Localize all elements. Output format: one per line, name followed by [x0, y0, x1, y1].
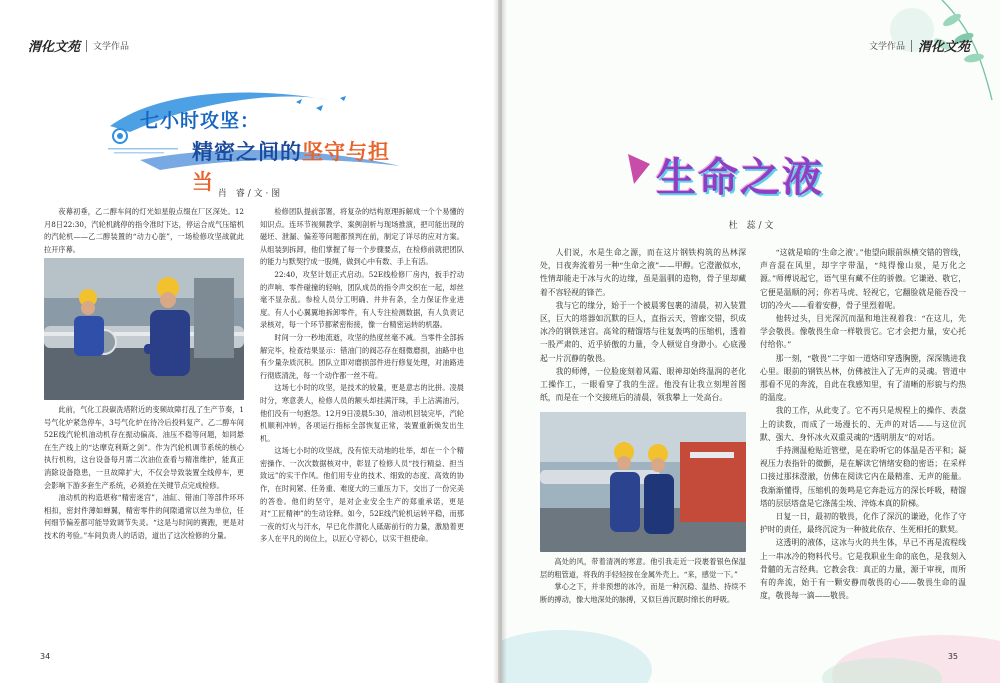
paragraph: 这场七小时的攻坚战，没有惊天动地的壮举，却在一个个精密操作、一次次数据核对中，彰显了检修人员“技行精益、担当致远”的实干作风。他们用专业的技术、细致的态度、高效的协作，在时间紧、任务重、难度大的三重压力下，交出了一份完美的答卷。他们的坚守，是对企业安全生产的郑重承诺，更是对“工匠精神”的生动诠释。如今，52E线汽轮机运转平稳，而那一夜的灯火与汗水，早已化作渭化人砥砺前行的力量，激励着更多人在平凡的岗位上，以匠心守初心，以实干担使命。 — [260, 446, 464, 544]
running-header-left — [28, 36, 129, 55]
workers-photo-image — [540, 412, 746, 552]
paragraph: 此前，气化工段碳洗塔附近的变频故障打乱了生产节奏，1号气化炉紧急停车，3号气化炉在待冷后投料复产。乙二醇车间52E线汽轮机油动机存在振动偏高、油压不稳等问题，如同悬在生产线上的“达摩克利斯之剑”。作为汽轮机调节系统的核心执行机构，这台设备每月需二次油位查看与精准维护，能真正消除设备隐患，一旦故障扩大，不仅会导致装置全线停车，更会影响下游多套生产系统，必须抢在关键节点完成检修。 — [44, 405, 244, 490]
article-title-line1: 七小时攻坚： — [140, 110, 261, 132]
right-page — [502, 0, 1000, 683]
magazine-logo: 渭化文苑 — [917, 40, 970, 55]
page-gutter — [493, 0, 507, 683]
poem-title-block — [624, 140, 864, 210]
paragraph: 我的工作，从此变了。它不再只是规程上的操作、表盘上的读数，而成了一场漫长的、无声的对话——与这位沉默、强大、身怀冰火双重灵魂的“透明朋友”的对话。 — [760, 406, 966, 442]
magazine-logo: 渭化文苑 — [28, 40, 81, 55]
left-column-1-bottom — [44, 404, 244, 543]
right-column-1-top — [540, 246, 746, 404]
leaf-decoration-top — [802, 0, 1000, 110]
paragraph: 我与它的缘分，始于一个被晨雾包裹的清晨，初入装置区，巨大的塔器如沉默的巨人，直指云天，管廊交错，织成冰冷的钢铁迷宫。高耸的精馏塔与往复轰鸣的压缩机，透着一股严肃的、近乎骄傲的力量，令人顿觉自身渺小。心底漫起一片沉静的敬畏。 — [540, 300, 746, 363]
right-column-2 — [760, 246, 966, 602]
section-label: 文学作品 — [93, 42, 130, 52]
title-line2-prefix: 精密之间的 — [192, 140, 302, 164]
header-divider — [86, 40, 87, 52]
paragraph: 那一刻，“敬畏”二字如一道烙印穿透胸膛，深深镌进我心里。眼前的钢铁丛林，仿佛被注入了无声的灵魂。管道中那看不见的奔流，自此在我感知里，有了清晰的形貌与灼热的温度。 — [760, 353, 966, 403]
paragraph: 他转过头，目光深沉而温和地注视着我：“在这儿，先学会敬畏。像敬畏生命一样敬畏它。它才会把力量，安心托付给你。” — [760, 314, 966, 350]
workers-photo — [44, 258, 244, 400]
triangle-decoration — [624, 150, 654, 190]
paragraph: “这就是咱的‘生命之液’。”他望向眼前纵横交错的管线，声音混在风里，却字字带温，“纯得像山泉，是万化之源。”师傅说起它，语气里有藏不住的骄傲。它谦逊、敬它，它便是温顺的河；你若马虎、轻视它，它翻脸就是能吞没一切的冷火——看着安静，骨子里烈着呢。 — [760, 248, 966, 310]
paragraph: 夜幕初垂，乙二醇车间的灯光如星般点缀在厂区深处。12月8日22:30，汽轮机跳停的指令准时下达，停运合成气压缩机的汽轮机——乙二醇装置的“动力心脏”，一场检修攻坚战就此拉开序幕。 — [44, 207, 244, 254]
left-page — [0, 0, 498, 683]
workers-photo — [540, 412, 746, 552]
page-number-left: 34 — [40, 652, 51, 661]
right-column-1-bottom — [540, 556, 746, 606]
paragraph: 日复一日，最初的敬畏，化作了深沉的谦逊，化作了守护时的责任，最终沉淀为一种彼此依存、生死相托的默契。 — [760, 512, 966, 535]
paragraph: 时间一分一秒地流逝，攻坚的热度丝毫不减。当零件全部拆解完毕，检查结果显示：错油门的阀芯存在细微磨损，油路中也有少量杂质沉积。团队立即对磨损部件进行修复处理，对油路进行彻底清洗，每一个动作都一丝不苟。 — [260, 332, 464, 380]
left-column-2 — [260, 206, 464, 546]
poem-byline: 杜 蕊 / 文 — [728, 221, 774, 231]
header-divider — [911, 40, 912, 52]
paragraph: 油动机的构造堪称“精密迷宫”，油缸、错油门等部件环环相扣，密封件薄如蝉翼，精密零件的间隙通常以丝为单位，任何细节偏差都可能导致调节失灵。“这是与时间的赛跑，更是对技术的考验。”车间负责人的话语，道出了这次检修的分量。 — [44, 493, 244, 540]
paragraph: 人们说，水是生命之源，而在这片钢铁构筑的丛林深处，日夜奔流着另一种“生命之液”——甲醇。它澄澈似水，性情却能走于冰与火的边缘，虽是温驯的造物，骨子里却藏着不容轻视的锋芒。 — [540, 248, 746, 297]
paragraph: 掌心之下，并非预想的冰冷，而是一种沉稳、温热、持续不断的搏动，像大地深处的脉搏，又似巨兽沉眠时绵长的呼吸。 — [540, 582, 746, 604]
paragraph: 手持测温枪贴近管壁，是在聆听它的体温是否平和；凝视压力表指针的微颤，是在解读它情绪安稳的密语；在采样口接过那抹澄澈，仿佛在阅读它内在最精准、无声的能量。我渐渐懂得，压缩机的轰鸣是它奔赴远方的深长呼吸，精馏塔的层层塔盘是它涤荡尘埃、淬炼本真的阶梯。 — [760, 446, 966, 508]
article-byline: 肖 睿 / 文 · 图 — [217, 189, 281, 199]
title-line2-highlight: 坚守与担当 — [192, 140, 390, 194]
workers-photo-image — [44, 258, 244, 400]
poem-title: 生命之液 — [656, 155, 824, 201]
paragraph: 这场七小时的攻坚，是技术的较量，更是意志的比拼。凌晨时分，寒意袭人，检修人员的额头却挂满汗珠，手上沾满油污，他们没有一句抱怨。12月9日凌晨5:30，油动机回装完毕，汽轮机顺利冲转，各项运行指标全部恢复正常，装置重新焕发出生机。 — [260, 383, 464, 443]
left-column-1-top — [44, 206, 244, 256]
section-label: 文学作品 — [868, 42, 905, 52]
paragraph: 我的师傅，一位脸庞刻着风霜、眼神却始终温润的老化工操作工，一眼看穿了我的生涩。他没有让我立刻埋首图纸，而是在一个交接班后的清晨，领我攀上一处高台。 — [540, 366, 746, 403]
paragraph: 检修团队提前部署，将复杂的结构原理拆解成一个个易懂的知识点。连环节视频教学、案例剖析与现场推演，把可能出现的磁坯、泄漏、偏差等问题都预判在前，制定了详尽的应对方案。从组装到拆卸，他们掌握了每一个步骤要点，在检修前就把团队的能力与默契拧成一股绳，做到心中有数、手上有活。 — [260, 207, 464, 267]
running-header-right — [869, 36, 970, 55]
paragraph: 这透明的液体，这冰与火的共生体，早已不再是流程线上一串冰冷的物料代号。它是我职业生命的底色，是我刻入骨髓的无言经典。它教会我：真正的力量，源于审视，而所有的奔流，始于有一颗安静而敬畏的心——敬畏生命的温度，敬畏每一滴——敬畏。 — [760, 538, 966, 601]
paragraph: 22:40，攻坚计划正式启动。52E线检修厂房内，扳手拧动的声响、零件碰撞的轻响，团队成员的指令声交织在一起，却丝毫不显杂乱。参检人员分工明确、井井有条，全力保证作业进度。有人小心翼翼地拆卸零件，有人专注检测数据，有人负责记录核对，每一个环节都紧密衔接，像一台精密运转的机器。 — [260, 269, 464, 330]
paragraph: 高处的风，带着清冽的寒意。他引我走近一段裹着银色保温层的粗管道，将我的手轻轻按在金属外壳上。“来，感觉一下。” — [540, 557, 746, 579]
page-number-right: 35 — [947, 652, 958, 661]
